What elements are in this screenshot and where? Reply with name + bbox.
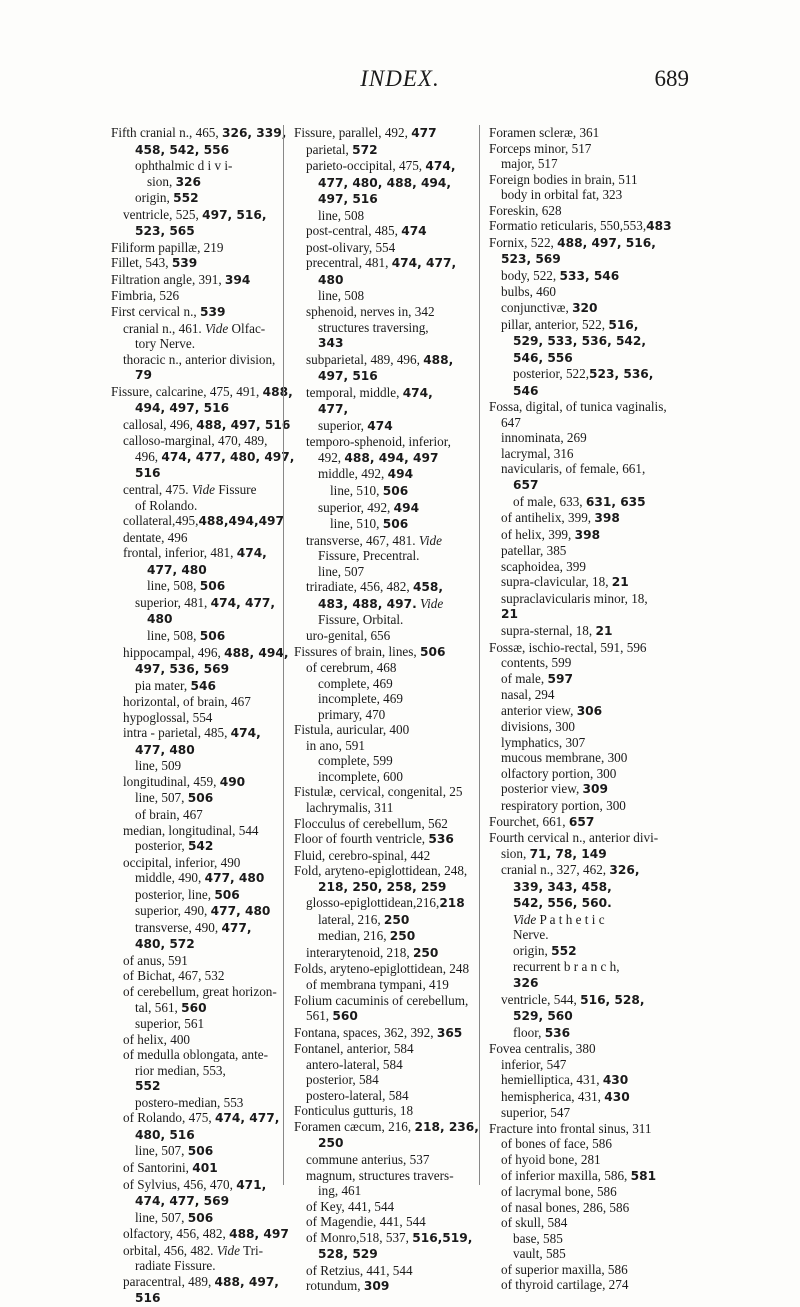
index-entry: 497, 516 [318, 369, 378, 384]
index-entry: supra-sternal, 18, 21 [501, 622, 613, 638]
index-entry: Fourchet, 661, 657 [489, 813, 595, 829]
index-entry: postero-median, 553 [135, 1094, 244, 1110]
index-entry: rotundum, 309 [306, 1278, 390, 1294]
index-entry: Fontanel, anterior, 584 [294, 1041, 414, 1057]
index-entry: of Magendie, 441, 544 [306, 1214, 426, 1230]
index-entry: structures traversing, [318, 319, 429, 335]
index-entry: Flocculus of cerebellum, 562 [294, 815, 448, 831]
index-entry: uro-genital, 656 [306, 627, 391, 643]
index-entry: orbital, 456, 482. Vide Tri- [123, 1242, 264, 1258]
page-header [0, 66, 800, 96]
index-entry: Fissure, Orbital. [318, 612, 404, 628]
index-entry: body, 522, 533, 546 [501, 267, 620, 283]
index-entry: of bones of face, 586 [501, 1136, 612, 1152]
index-entry: Formatio reticularis, 550,553,483 [489, 218, 672, 234]
index-entry: superior, 547 [501, 1105, 571, 1121]
index-entry: 516 [135, 466, 161, 481]
index-entry: Fifth cranial n., 465, 326, 339, [111, 125, 287, 140]
index-entry: Fissure, calcarine, 475, 491, 488, [111, 383, 293, 399]
index-entry: interarytenoid, 218, 250 [306, 944, 439, 960]
index-entry: 494, 497, 516 [135, 401, 230, 416]
index-entry: post-olivary, 554 [306, 239, 396, 255]
index-entry: 21 [501, 607, 518, 622]
index-entry: 542, 556, 560. [513, 896, 612, 911]
index-entry: horizontal, of brain, 467 [123, 694, 251, 710]
index-entry: Fovea centralis, 380 [489, 1041, 596, 1057]
index-entry: of male, 633, 631, 635 [513, 493, 646, 509]
index-entry: 339, 343, 458, [513, 879, 612, 894]
index-entry: 480, 572 [135, 937, 195, 952]
index-entry: Fimbria, 526 [111, 288, 180, 304]
index-entry: 552 [135, 1079, 161, 1094]
index-entry: of Rolando, 475, 474, 477, [123, 1110, 280, 1126]
index-entry: intra - parietal, 485, 474, [123, 725, 261, 741]
index-entry: 218, 250, 258, 259 [318, 879, 447, 894]
index-entry: Fourth cervical n., anterior divi- [489, 830, 659, 846]
index-entry: 647 [501, 414, 521, 430]
index-entry: 480, 516 [135, 1127, 195, 1142]
index-entry: lacrymal, 316 [501, 445, 574, 461]
index-entry: pillar, anterior, 522, 516, [501, 316, 639, 332]
index-entry: 480 [147, 612, 173, 627]
index-entry: line, 509 [135, 758, 182, 774]
index-entry: antero-lateral, 584 [306, 1056, 403, 1072]
index-entry: superior, 481, 474, 477, [135, 594, 276, 610]
index-entry: line, 508 [318, 207, 365, 223]
index-column-3 [479, 125, 672, 1293]
index-entry: 529, 560 [513, 1009, 573, 1024]
index-entry: Vide P a t h e t i c [513, 911, 605, 927]
index-entry: anterior view, 306 [501, 702, 603, 718]
index-entry: 516 [135, 1291, 161, 1306]
index-entry: 477, 480 [135, 742, 195, 757]
index-entry: transverse, 490, 477, [135, 919, 252, 935]
index-entry: supra-clavicular, 18, 21 [501, 574, 629, 590]
index-column-2 [283, 125, 479, 1294]
index-entry: conjunctivæ, 320 [501, 300, 598, 316]
index-entry: of thyroid cartilage, 274 [501, 1277, 629, 1293]
index-entry: of membrana tympani, 419 [306, 976, 449, 992]
index-entry: 497, 516 [318, 192, 378, 207]
index-entry: Foramen cæcum, 216, 218, 236, [294, 1118, 479, 1134]
index-entry: Fissure, parallel, 492, 477 [294, 125, 437, 140]
index-entry: recurrent b r a n c h, [513, 959, 620, 975]
index-entry: 477, [318, 402, 349, 417]
index-entry: 483, 488, 497. Vide [318, 595, 444, 611]
index-entry: mucous membrane, 300 [501, 750, 628, 766]
index-entry: line, 508, 506 [147, 578, 226, 594]
index-entry: of Retzius, 441, 544 [306, 1262, 413, 1278]
index-entry: of male, 597 [501, 670, 573, 686]
index-entry: sion, 71, 78, 149 [501, 845, 607, 861]
index-entry: hypoglossal, 554 [123, 709, 213, 725]
index-entry: line, 510, 506 [330, 483, 409, 499]
index-entry: 657 [513, 478, 539, 493]
index-entry: line, 507, 506 [135, 1209, 214, 1225]
index-entry: temporo-sphenoid, inferior, [306, 434, 451, 450]
index-entry: vault, 585 [513, 1246, 566, 1262]
index-entry: olfactory, 456, 482, 488, 497 [123, 1226, 289, 1242]
index-entry: rior median, 553, [135, 1062, 226, 1078]
index-entry: frontal, inferior, 481, 474, [123, 545, 267, 561]
index-entry: Fossæ, ischio-rectal, 591, 596 [489, 639, 647, 655]
index-entry: dentate, 496 [123, 529, 188, 545]
index-entry: 474, 477, 569 [135, 1194, 230, 1209]
index-entry: Fonticulus gutturis, 18 [294, 1103, 414, 1119]
index-entry: 497, 536, 569 [135, 662, 230, 677]
index-entry: central, 475. Vide Fissure [123, 482, 257, 498]
index-entry: of lacrymal bone, 586 [501, 1184, 617, 1200]
index-entry: superior, 474 [318, 417, 393, 433]
index-entry: of brain, 467 [135, 806, 203, 822]
index-entry: radiate Fissure. [135, 1258, 216, 1274]
index-entry: longitudinal, 459, 490 [123, 773, 246, 789]
index-entry: parieto-occipital, 475, 474, [306, 158, 456, 174]
index-entry: Fillet, 543, 539 [111, 255, 198, 271]
index-entry: temporal, middle, 474, [306, 384, 433, 400]
index-entry: Folium cacuminis of cerebellum, [294, 992, 469, 1008]
index-entry: median, 216, 250 [318, 928, 416, 944]
index-entry: Filiform papillæ, 219 [111, 239, 224, 255]
index-entry: Nerve. [513, 927, 549, 943]
index-entry: lachrymalis, 311 [306, 799, 394, 815]
index-entry: posterior view, 309 [501, 781, 608, 797]
index-entry: incomplete, 600 [318, 768, 403, 784]
index-entry: line, 510, 506 [330, 516, 409, 532]
index-entry: in ano, 591 [306, 737, 365, 753]
index-entry: subparietal, 489, 496, 488, [306, 351, 454, 367]
index-entry: patellar, 385 [501, 543, 567, 559]
index-entry: First cervical n., 539 [111, 304, 226, 320]
index-entry: inferior, 547 [501, 1056, 567, 1072]
index-entry: of Sylvius, 456, 470, 471, [123, 1176, 267, 1192]
index-entry: ventricle, 544, 516, 528, [501, 991, 645, 1007]
index-entry: median, longitudinal, 544 [123, 822, 259, 838]
index-entry: thoracic n., anterior division, [123, 351, 276, 367]
index-entry: line, 507, 506 [135, 1143, 214, 1159]
index-entry: nasal, 294 [501, 687, 555, 703]
index-entry: of cerebrum, 468 [306, 660, 397, 676]
index-entry: 326 [513, 975, 539, 990]
index-entry: complete, 599 [318, 753, 393, 769]
index-entry: innominata, 269 [501, 430, 587, 446]
index-entry: incomplete, 469 [318, 691, 403, 707]
index-entry: superior, 561 [135, 1016, 205, 1032]
index-entry: line, 508 [318, 288, 365, 304]
index-entry: Fissures of brain, lines, 506 [294, 643, 446, 659]
index-entry: postero-lateral, 584 [306, 1087, 409, 1103]
index-entry: of cerebellum, great horizon- [123, 983, 277, 999]
index-entry: of Monro,518, 537, 516,519, [306, 1229, 473, 1245]
index-entry: Fornix, 522, 488, 497, 516, [489, 234, 656, 250]
index-entry: cranial n., 327, 462, 326, [501, 862, 640, 878]
index-entry: major, 517 [501, 156, 558, 172]
index-entry: Fracture into frontal sinus, 311 [489, 1120, 652, 1136]
index-entry: of nasal bones, 286, 586 [501, 1199, 630, 1215]
index-entry: 477, 480 [147, 562, 207, 577]
index-entry: post-central, 485, 474 [306, 223, 427, 239]
index-entry: Forceps minor, 517 [489, 140, 592, 156]
index-entry: 523, 565 [135, 224, 195, 239]
index-entry: superior, 490, 477, 480 [135, 903, 271, 919]
index-entry: 546 [513, 383, 539, 398]
index-entry: hemielliptica, 431, 430 [501, 1072, 629, 1088]
index-entry: of inferior maxilla, 586, 581 [501, 1167, 657, 1183]
index-entry: Fontana, spaces, 362, 392, 365 [294, 1024, 463, 1040]
page-number: 689 [654, 66, 689, 91]
index-entry: line, 507, 506 [135, 790, 214, 806]
index-entry: of hyoid bone, 281 [501, 1152, 601, 1167]
index-entry: floor, 536 [513, 1024, 571, 1040]
index-entry: navicularis, of female, 661, [501, 461, 646, 477]
index-entry: transverse, 467, 481. Vide [306, 532, 442, 548]
index-entry: Fold, aryteno-epiglottidean, 248, [294, 863, 468, 879]
index-entry: Folds, aryteno-epiglottidean, 248 [294, 961, 470, 977]
index-entry: Foramen scleræ, 361 [489, 125, 600, 140]
index-entry: Foreskin, 628 [489, 202, 562, 218]
index-entry: olfactory portion, 300 [501, 765, 617, 781]
index-entry: respiratory portion, 300 [501, 797, 626, 813]
index-entry: hemispherica, 431, 430 [501, 1088, 630, 1104]
index-entry: scaphoidea, 399 [501, 558, 586, 574]
index-entry: line, 508, 506 [147, 627, 226, 643]
index-entry: occipital, inferior, 490 [123, 854, 241, 870]
index-entry: Fistula, auricular, 400 [294, 722, 410, 738]
index-entry: 528, 529 [318, 1247, 378, 1262]
index-entry: collateral,495,488,494,497 [123, 513, 285, 529]
index-entry: 480 [318, 272, 344, 287]
index-entry: pia mater, 546 [135, 677, 216, 693]
index-entry: of Santorini, 401 [123, 1160, 218, 1175]
index-entry: base, 585 [513, 1230, 563, 1246]
index-entry: 477, 480, 488, 494, [318, 175, 452, 190]
index-entry: of medulla oblongata, ante- [123, 1047, 269, 1063]
index-entry: tal, 561, 560 [135, 999, 207, 1015]
index-entry: Fissure, Precentral. [318, 548, 420, 564]
index-entry: 79 [135, 368, 152, 383]
index-entry: posterior, 584 [306, 1072, 379, 1088]
index-entry: superior, 492, 494 [318, 499, 420, 515]
index-entry: paracentral, 489, 488, 497, [123, 1273, 279, 1289]
index-entry: Fossa, digital, of tunica vaginalis, [489, 399, 667, 415]
index-entry: magnum, structures travers- [306, 1167, 454, 1183]
index-entry: sphenoid, nerves in, 342 [306, 304, 435, 320]
index-entry: ventricle, 525, 497, 516, [123, 206, 267, 222]
index-entry: precentral, 481, 474, 477, [306, 255, 457, 271]
index-entry: 496, 474, 477, 480, 497, [135, 448, 295, 464]
index-entry: Floor of fourth ventricle, 536 [294, 831, 454, 847]
index-entry: complete, 469 [318, 675, 393, 691]
index-entry: lateral, 216, 250 [318, 911, 410, 927]
index-entry: posterior, 542 [135, 838, 214, 854]
index-entry: Fluid, cerebro-spinal, 442 [294, 847, 431, 863]
index-entry: origin, 552 [135, 190, 199, 206]
index-entry: 458, 542, 556 [135, 142, 230, 157]
index-entry: of anus, 591 [123, 952, 188, 968]
index-entry: of superior maxilla, 586 [501, 1261, 628, 1277]
index-entry: Fistulæ, cervical, congenital, 25 [294, 784, 463, 800]
index-column-1 [111, 125, 295, 1307]
index-entry: Foreign bodies in brain, 511 [489, 171, 638, 187]
index-entry: contents, 599 [501, 655, 572, 671]
index-entry: commune anterius, 537 [306, 1152, 430, 1167]
index-entry: of antihelix, 399, 398 [501, 510, 620, 526]
index-entry: 523, 569 [501, 252, 561, 267]
index-entry: 343 [318, 336, 344, 351]
index-entry: hippocampal, 496, 488, 494, [123, 644, 289, 660]
index-entry: of skull, 584 [501, 1215, 568, 1231]
index-entry: triradiate, 456, 482, 458, [306, 579, 444, 595]
index-entry: of helix, 400 [123, 1031, 191, 1047]
index-entry: ophthalmic d i v i- [135, 158, 233, 174]
index-entry: bulbs, 460 [501, 284, 556, 300]
index-entry: parietal, 572 [306, 141, 378, 157]
index-entry: middle, 492, 494 [318, 466, 414, 482]
index-entry: Filtration angle, 391, 394 [111, 271, 251, 287]
index-entry: posterior, 522,523, 536, [513, 366, 654, 382]
index-entry: glosso-epiglottidean,216,218 [306, 895, 465, 911]
index-entry: 492, 488, 494, 497 [318, 449, 439, 465]
index-entry: body in orbital fat, 323 [501, 187, 623, 203]
index-entry: middle, 490, 477, 480 [135, 870, 265, 886]
index-entry: ing, 461 [318, 1183, 362, 1199]
index-entry: posterior, line, 506 [135, 886, 240, 902]
index-entry: calloso-marginal, 470, 489, [123, 433, 268, 449]
index-entry: divisions, 300 [501, 719, 576, 735]
index-entry: line, 507 [318, 563, 365, 579]
index-entry: of Bichat, 467, 532 [123, 968, 225, 984]
index-entry: 529, 533, 536, 542, [513, 334, 647, 349]
index-entry: supraclavicularis minor, 18, [501, 590, 648, 606]
index-entry: of helix, 399, 398 [501, 526, 601, 542]
index-entry: 250 [318, 1136, 344, 1151]
index-entry: of Key, 441, 544 [306, 1198, 395, 1214]
index-entry: primary, 470 [318, 706, 386, 722]
index-entry: origin, 552 [513, 942, 577, 958]
index-entry: tory Nerve. [135, 336, 196, 352]
index-entry: callosal, 496, 488, 497, 516 [123, 416, 291, 432]
index-entry: 546, 556 [513, 350, 573, 365]
index-entry: of Rolando. [135, 497, 198, 513]
index-entry: cranial n., 461. Vide Olfac- [123, 320, 266, 336]
index-entry: 561, 560 [306, 1008, 358, 1024]
index-entry: lymphatics, 307 [501, 734, 586, 750]
index-entry: sion, 326 [147, 173, 202, 189]
page-title: INDEX. [360, 66, 440, 91]
